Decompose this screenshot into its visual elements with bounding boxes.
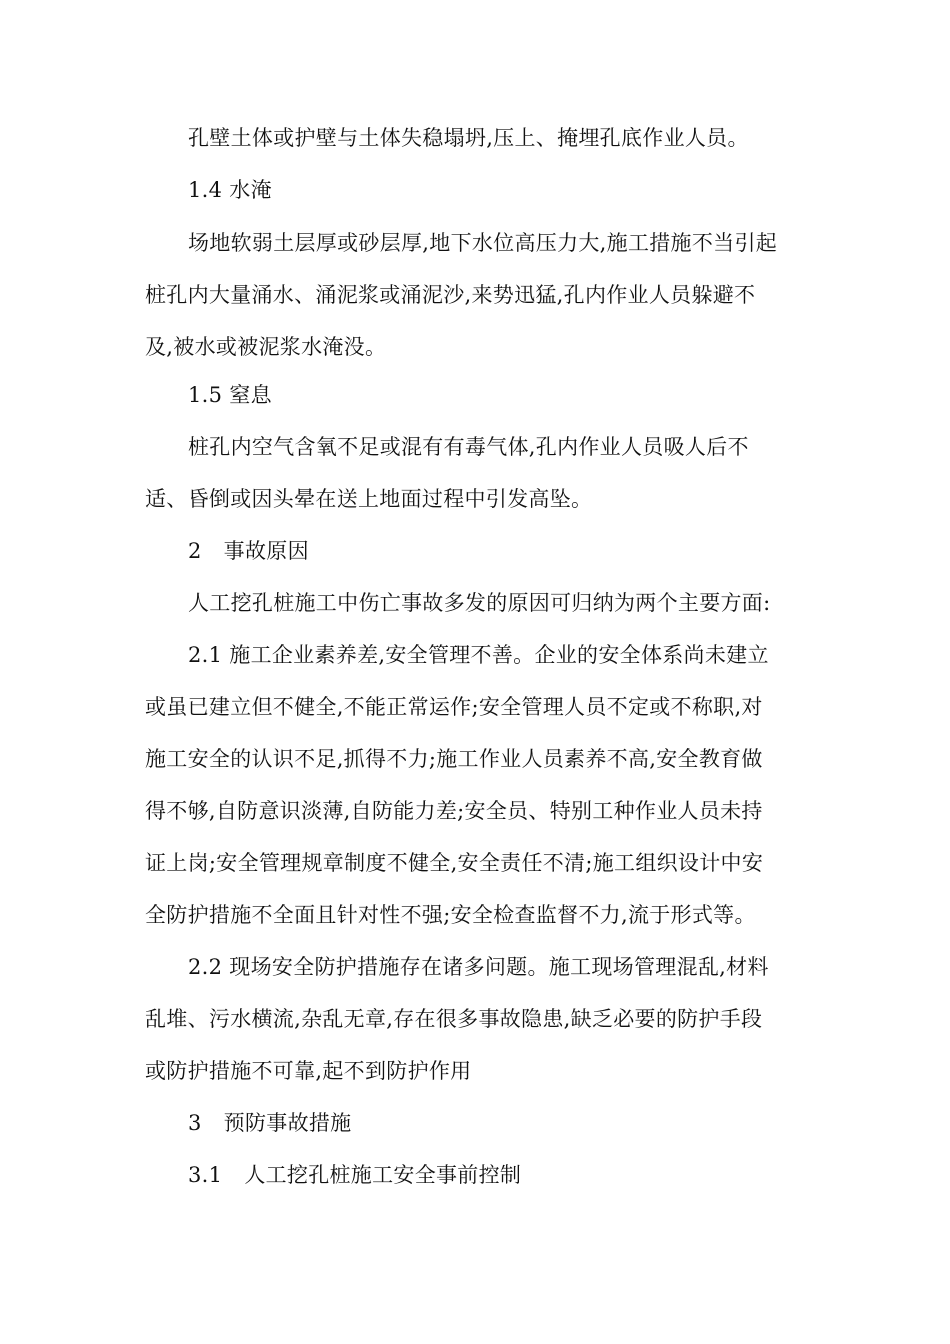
paragraph-line: 全防护措施不全面且针对性不强;安全检查监督不力,流于形式等。: [145, 903, 756, 927]
paragraph-line: 或虽已建立但不健全,不能正常运作;安全管理人员不定或不称职,对: [145, 695, 763, 719]
paragraph-line: 2.2 现场安全防护措施存在诸多问题。施工现场管理混乱,材料: [188, 955, 769, 979]
paragraph-line: 2.1 施工企业素养差,安全管理不善。企业的安全体系尚未建立: [188, 643, 769, 667]
paragraph-line: 桩孔内大量涌水、涌泥浆或涌泥沙,来势迅猛,孔内作业人员躲避不: [145, 283, 756, 307]
subsection-heading: 1.5 窒息: [188, 383, 272, 407]
section-number: 3: [188, 1111, 202, 1135]
subsection-title: 人工挖孔桩施工安全事前控制: [244, 1163, 522, 1187]
paragraph-line: 孔壁土体或护壁与土体失稳塌坍,压上、掩埋孔底作业人员。: [188, 126, 749, 150]
paragraph-line: 桩孔内空气含氧不足或混有有毒气体,孔内作业人员吸人后不: [188, 435, 749, 459]
section-heading: [188, 537, 309, 565]
paragraph-line: 人工挖孔桩施工中伤亡事故多发的原因可归纳为两个主要方面:: [188, 591, 771, 615]
section-title: 预防事故措施: [223, 1111, 352, 1135]
subsection-number: 3.1: [188, 1163, 223, 1187]
section-title: 事故原因: [223, 539, 309, 563]
section-heading: [188, 1109, 351, 1137]
paragraph-line: 场地软弱土层厚或砂层厚,地下水位高压力大,施工措施不当引起: [188, 231, 778, 255]
paragraph-line: 乱堆、污水横流,杂乱无章,存在很多事故隐患,缺乏必要的防护手段: [145, 1007, 763, 1031]
subsection-heading: 1.4 水淹: [188, 178, 272, 202]
paragraph-line: 证上岗;安全管理规章制度不健全,安全责任不清;施工组织设计中安: [145, 851, 764, 875]
paragraph-line: 施工安全的认识不足,抓得不力;施工作业人员素养不高,安全教育做: [145, 747, 763, 771]
subsection-heading: [188, 1161, 521, 1189]
paragraph-line: 或防护措施不可靠,起不到防护作用: [145, 1059, 472, 1083]
paragraph-line: 及,被水或被泥浆水淹没。: [145, 335, 387, 359]
paragraph-line: 适、昏倒或因头晕在送上地面过程中引发高坠。: [145, 487, 593, 511]
paragraph-line: 得不够,自防意识淡薄,自防能力差;安全员、特别工种作业人员未持: [145, 799, 763, 823]
section-number: 2: [188, 539, 202, 563]
